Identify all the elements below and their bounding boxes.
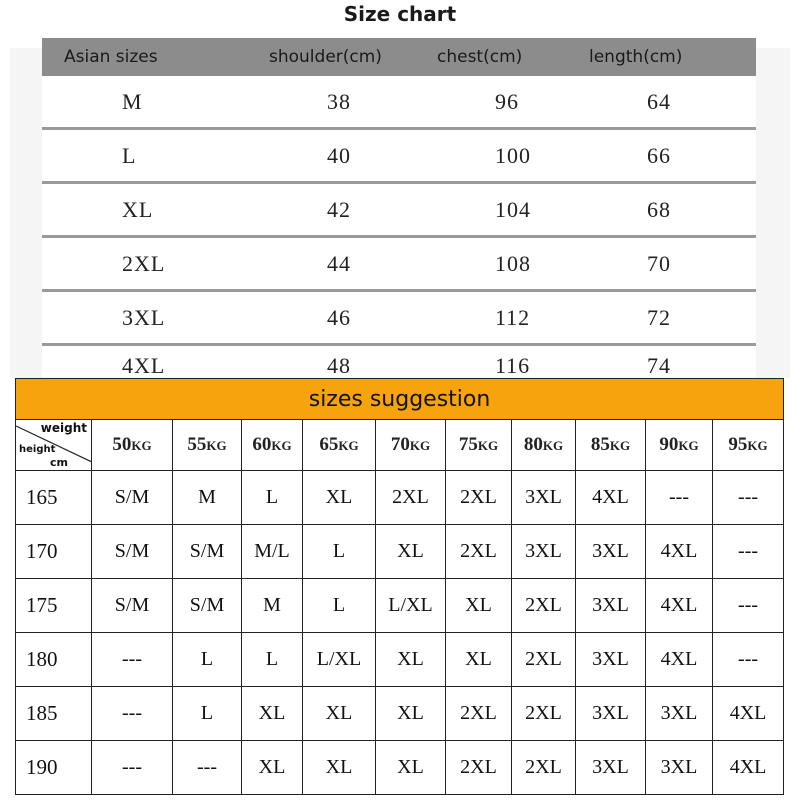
column-header-shoulder: shoulder(cm)	[247, 38, 415, 76]
suggested-size-cell: S/M	[92, 471, 173, 525]
suggested-size-cell: XL	[376, 525, 446, 579]
suggested-size-cell: ---	[713, 525, 784, 579]
weight-value: 90	[659, 434, 679, 455]
weight-header-cell	[242, 420, 303, 471]
suggested-size-cell: ---	[646, 471, 713, 525]
measurement-cell: 64	[567, 76, 756, 129]
size-chart-row	[42, 76, 756, 129]
suggested-size-cell: S/M	[173, 579, 242, 633]
measurement-cell: 116	[415, 345, 567, 387]
suggested-size-cell: 3XL	[646, 741, 713, 795]
weight-value: 75	[458, 434, 478, 455]
weight-value: 80	[523, 434, 543, 455]
height-value-cell: 185	[16, 687, 92, 741]
height-value-cell: 170	[16, 525, 92, 579]
size-label-cell: 2XL	[42, 237, 247, 291]
suggested-size-cell: 3XL	[512, 525, 576, 579]
weight-unit: KG	[131, 438, 152, 453]
weight-header-cell	[173, 420, 242, 471]
height-axis-label: height	[19, 444, 56, 455]
size-chart-row	[42, 237, 756, 291]
suggested-size-cell: L	[242, 471, 303, 525]
suggested-size-cell: 3XL	[576, 525, 646, 579]
weight-value: 95	[728, 434, 748, 455]
suggested-size-cell: M	[173, 471, 242, 525]
measurement-cell: 68	[567, 183, 756, 237]
height-value-cell: 175	[16, 579, 92, 633]
weight-unit: KG	[206, 438, 227, 453]
size-chart-table	[42, 38, 756, 386]
size-chart-row	[42, 129, 756, 183]
suggested-size-cell: L/XL	[303, 633, 376, 687]
suggested-size-cell: ---	[92, 741, 173, 795]
weight-header-cell	[512, 420, 576, 471]
size-chart-header-row	[42, 38, 756, 76]
measurement-cell: 104	[415, 183, 567, 237]
suggested-size-cell: XL	[376, 687, 446, 741]
suggested-size-cell: XL	[303, 687, 376, 741]
height-value-cell: 165	[16, 471, 92, 525]
suggested-size-cell: 2XL	[446, 741, 512, 795]
measurement-cell: 96	[415, 76, 567, 129]
suggested-size-cell: 4XL	[646, 525, 713, 579]
measurement-cell: 44	[247, 237, 415, 291]
height-row	[16, 579, 784, 633]
weight-unit: KG	[678, 438, 699, 453]
size-label-cell: 3XL	[42, 291, 247, 345]
weight-value: 55	[187, 434, 207, 455]
measurement-cell: 38	[247, 76, 415, 129]
measurement-cell: 48	[247, 345, 415, 387]
measurement-cell: 108	[415, 237, 567, 291]
weight-header-cell	[92, 420, 173, 471]
size-suggestion-table	[15, 378, 784, 795]
suggested-size-cell: ---	[92, 633, 173, 687]
suggested-size-cell: ---	[713, 579, 784, 633]
size-chart-row	[42, 183, 756, 237]
suggested-size-cell: XL	[242, 741, 303, 795]
height-row	[16, 471, 784, 525]
weight-unit: KG	[338, 438, 359, 453]
size-label-cell: XL	[42, 183, 247, 237]
weight-value: 60	[252, 434, 272, 455]
suggested-size-cell: 2XL	[512, 687, 576, 741]
suggestion-title: sizes suggestion	[16, 379, 784, 420]
suggested-size-cell: 4XL	[713, 687, 784, 741]
suggested-size-cell: M/L	[242, 525, 303, 579]
suggested-size-cell: 2XL	[512, 741, 576, 795]
weight-value: 70	[390, 434, 410, 455]
size-label-cell: M	[42, 76, 247, 129]
weight-header-row	[16, 420, 784, 471]
suggested-size-cell: L	[303, 579, 376, 633]
suggested-size-cell: 2XL	[512, 579, 576, 633]
column-header-asian-sizes: Asian sizes	[42, 38, 247, 76]
measurement-cell: 74	[567, 345, 756, 387]
suggested-size-cell: 3XL	[576, 633, 646, 687]
suggested-size-cell: ---	[92, 687, 173, 741]
suggested-size-cell: 2XL	[446, 471, 512, 525]
weight-header-cell	[646, 420, 713, 471]
height-row	[16, 525, 784, 579]
weight-unit: KG	[747, 438, 768, 453]
weight-value: 50	[112, 434, 132, 455]
height-value-cell: 190	[16, 741, 92, 795]
weight-header-cell	[713, 420, 784, 471]
size-label-cell: 4XL	[42, 345, 247, 387]
suggested-size-cell: XL	[303, 471, 376, 525]
weight-unit: KG	[409, 438, 431, 453]
weight-value: 65	[319, 434, 339, 455]
suggested-size-cell: XL	[446, 579, 512, 633]
suggested-size-cell: S/M	[173, 525, 242, 579]
suggested-size-cell: XL	[376, 741, 446, 795]
suggested-size-cell: 3XL	[576, 579, 646, 633]
suggested-size-cell: ---	[173, 741, 242, 795]
suggested-size-cell: L	[173, 633, 242, 687]
height-row	[16, 633, 784, 687]
suggested-size-cell: S/M	[92, 525, 173, 579]
size-chart-title: Size chart	[343, 2, 457, 26]
size-chart-row	[42, 291, 756, 345]
column-header-length: length(cm)	[567, 38, 756, 76]
corner-cell	[16, 420, 92, 471]
weight-header-cell	[446, 420, 512, 471]
suggested-size-cell: 3XL	[576, 687, 646, 741]
measurement-cell: 66	[567, 129, 756, 183]
weight-unit: KG	[609, 438, 631, 453]
suggested-size-cell: M	[242, 579, 303, 633]
height-value-cell: 180	[16, 633, 92, 687]
weight-header-cell	[576, 420, 646, 471]
suggested-size-cell: ---	[713, 633, 784, 687]
measurement-cell: 42	[247, 183, 415, 237]
height-row	[16, 687, 784, 741]
weight-header-cell	[303, 420, 376, 471]
measurement-cell: 40	[247, 129, 415, 183]
suggested-size-cell: XL	[446, 633, 512, 687]
suggested-size-cell: XL	[242, 687, 303, 741]
weight-unit: KG	[477, 438, 499, 453]
suggested-size-cell: 4XL	[576, 471, 646, 525]
suggested-size-cell: L	[303, 525, 376, 579]
suggested-size-cell: 3XL	[646, 687, 713, 741]
weight-unit: KG	[271, 438, 292, 453]
suggested-size-cell: XL	[376, 633, 446, 687]
measurement-cell: 72	[567, 291, 756, 345]
weight-header-cell	[376, 420, 446, 471]
suggested-size-cell: L	[242, 633, 303, 687]
suggested-size-cell: L	[173, 687, 242, 741]
measurement-cell: 46	[247, 291, 415, 345]
height-row	[16, 741, 784, 795]
measurement-cell: 100	[415, 129, 567, 183]
suggested-size-cell: 3XL	[576, 741, 646, 795]
size-label-cell: L	[42, 129, 247, 183]
weight-value: 85	[590, 434, 610, 455]
suggested-size-cell: 4XL	[646, 579, 713, 633]
height-unit-label: cm	[50, 456, 68, 469]
suggested-size-cell: 3XL	[512, 471, 576, 525]
suggested-size-cell: S/M	[92, 579, 173, 633]
suggested-size-cell: L/XL	[376, 579, 446, 633]
suggested-size-cell: 2XL	[376, 471, 446, 525]
measurement-cell: 112	[415, 291, 567, 345]
suggested-size-cell: 4XL	[646, 633, 713, 687]
weight-unit: KG	[542, 438, 564, 453]
suggested-size-cell: XL	[303, 741, 376, 795]
measurement-cell: 70	[567, 237, 756, 291]
suggested-size-cell: 2XL	[446, 687, 512, 741]
weight-axis-label: weight	[40, 421, 87, 435]
suggested-size-cell: 2XL	[512, 633, 576, 687]
suggested-size-cell: ---	[713, 471, 784, 525]
column-header-chest: chest(cm)	[415, 38, 567, 76]
suggested-size-cell: 2XL	[446, 525, 512, 579]
suggested-size-cell: 4XL	[713, 741, 784, 795]
